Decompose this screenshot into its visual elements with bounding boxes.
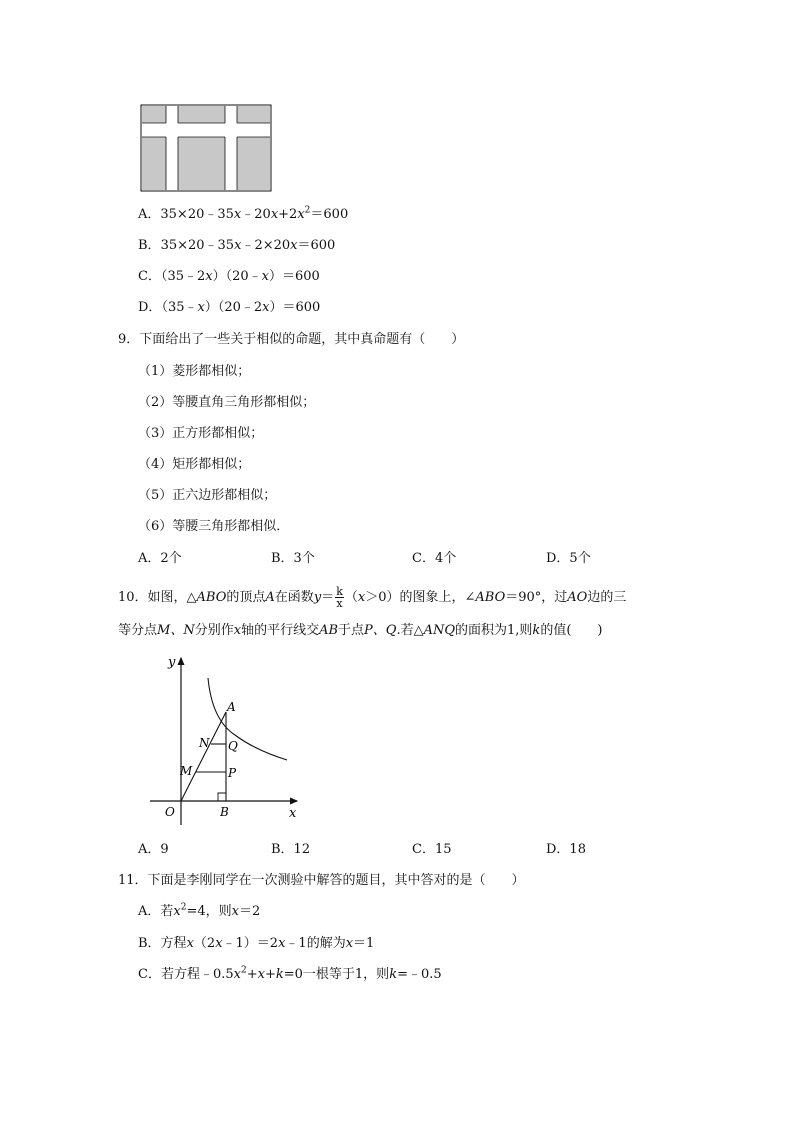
q9-stem: 9．下面给出了一些关于相似的命题，其中真命题有（ ） [118, 332, 465, 347]
q9-item-3: （3）正方形都相似； [138, 426, 264, 441]
q11-option-a: A．若$x^2=4$，则x＝2 [138, 902, 261, 919]
plot-bot-right [237, 137, 270, 190]
plot-top-left [142, 106, 166, 123]
k-over-x-fraction: $\frac{k}{x}$ [336, 585, 343, 610]
plot-top-mid [178, 106, 225, 123]
q11-option-b: B．方程x（2x﹣1）＝2x﹣1的解为x＝1 [138, 936, 375, 951]
q8-option-a: A．$35\times 20﹣35x﹣20x+2x^2=600$ [138, 205, 349, 222]
q9-item-5: （5）正六边形都相似； [138, 488, 277, 503]
segment-oa [181, 712, 226, 801]
plot-bot-mid [178, 137, 225, 190]
label-x: x [289, 806, 297, 821]
q8-option-b: B．35×20﹣35x﹣2×20x＝600 [138, 238, 336, 253]
q10-option-b: B．12 [271, 842, 311, 857]
q11-option-c: C．若方程$﹣0.5x^2+x+k=0$一根等于1，则k=﹣0.5 [138, 965, 442, 982]
q10-option-c: C．15 [412, 842, 452, 857]
q9-option-d: D．5个 [546, 551, 591, 566]
q9-option-b: B．3个 [271, 551, 315, 566]
q9-item-4: （4）矩形都相似； [138, 457, 251, 472]
q10-option-a: A．9 [138, 842, 169, 857]
q8-option-c: C．（35﹣2x）（20﹣x）＝600 [138, 269, 320, 284]
q10-option-d: D．18 [546, 842, 586, 857]
q9-option-c: C．4个 [412, 551, 457, 566]
label-m: M [180, 764, 193, 778]
q9-item-2: （2）等腰直角三角形都相似； [138, 395, 316, 410]
plot-bot-left [142, 137, 166, 190]
q10-figure [150, 650, 310, 825]
q9-item-6: （6）等腰三角形都相似． [138, 519, 290, 534]
label-q: Q [228, 739, 238, 753]
label-a: A [227, 700, 236, 714]
q10-stem-line2: 等分点M、N分别作x轴的平行线交AB于点P、Q.若△ANQ的面积为1,则k的值( ) [118, 623, 603, 638]
label-b: B [220, 805, 229, 819]
hyperbola-curve [208, 678, 287, 760]
label-p: P [228, 766, 237, 780]
q10-stem-line1: 10．如图，△ABO的顶点A在函数y＝ $\frac{k}{x}$ （x＞0）的图象上，∠ABO＝90°，过AO边的三 [118, 585, 627, 610]
plot-top-right [237, 106, 270, 123]
q9-option-a: A．2个 [138, 551, 182, 566]
label-y: y [168, 655, 176, 670]
q9-item-1: （1）菱形都相似； [138, 364, 251, 379]
q11-stem: 11．下面是李刚同学在一次测验中解答的题目，其中答对的是（ ） [118, 873, 525, 888]
label-o: O [165, 805, 175, 819]
q8-option-d: D．（35﹣x）（20﹣2x）＝600 [138, 300, 321, 315]
q8-figure [140, 104, 272, 192]
right-angle-mark [218, 793, 226, 801]
label-n: N [199, 736, 210, 750]
